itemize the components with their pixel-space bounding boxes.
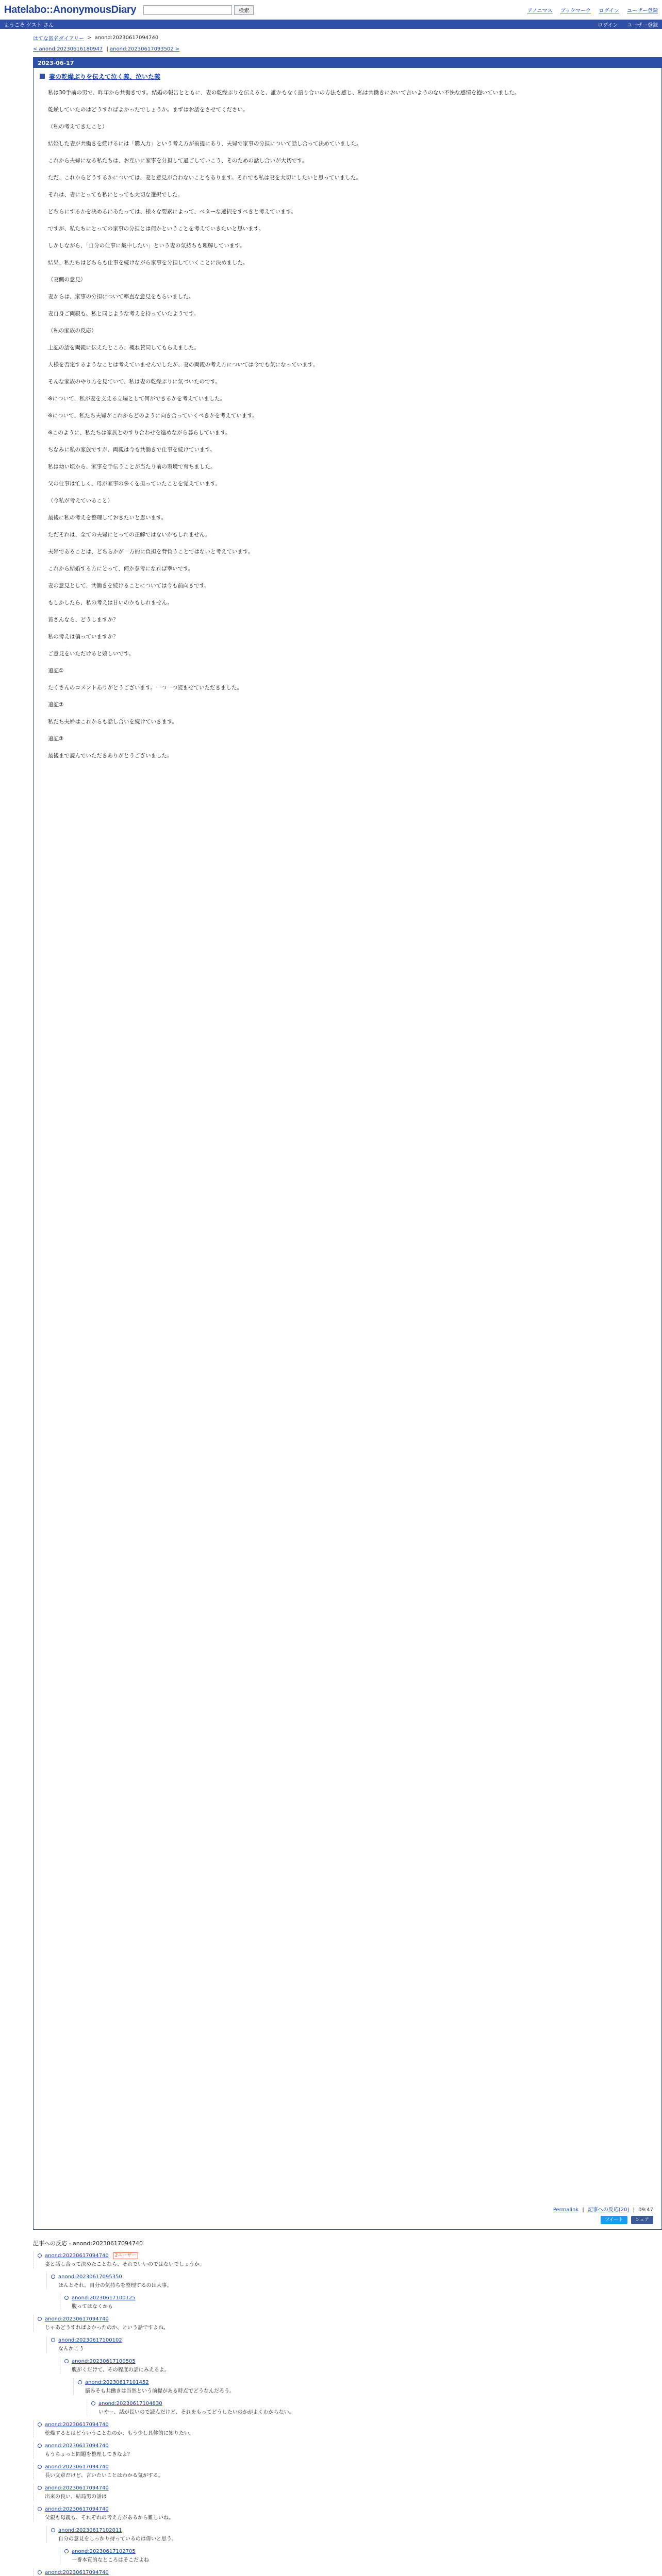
comment-id-link[interactable]: anond:20230617100102 (58, 2337, 122, 2343)
comments-section (0, 2230, 662, 2576)
entry-paragraph: （私の家族の反応） (48, 328, 97, 334)
navbar (0, 20, 662, 29)
entry-paragraph: ただ、これからどうするかについては、妻と意見が合わないこともあります。それでも私は妻を大切にしたいと思っていました。 (48, 175, 361, 181)
entry-day-box (33, 57, 662, 2230)
comment-bullet-icon (38, 2444, 42, 2448)
comment-id-link[interactable]: anond:20230617101452 (85, 2379, 149, 2385)
comment-header (38, 2568, 629, 2576)
comment-bullet-icon (38, 2465, 42, 2469)
entry-paragraph: ※について、私が妻を支える立場として何ができるかを考えていました。 (48, 396, 226, 402)
site-logo[interactable]: Hatelabo::AnonymousDiary (4, 4, 137, 15)
entry-title (34, 68, 661, 84)
comment-user-badge[interactable]: 2ユーザー (113, 2252, 139, 2259)
comments-title: 記事への反応 - anond:20230617094740 (33, 2240, 143, 2247)
comment-body: 自分の意見をしっかり持っているのは偉いと思う。 (58, 2536, 177, 2542)
entry-paragraph: 私は30手前の男で、昨年から共働きです。結婚の報告とともに、妻の乾燥ぶりを伝えると、誰かもなく語り合いの方法も感じ、私は共働きにおいて言いようのない不快な感情を抱いていました。 (48, 90, 520, 96)
header-link-register[interactable]: ユーザー登録 (627, 8, 658, 14)
comment-item (33, 2420, 629, 2437)
footer-separator: | (633, 2207, 635, 2213)
pager-next-link[interactable]: anond:20230617093502 > (110, 46, 180, 52)
search-input[interactable] (143, 5, 232, 15)
entry-paragraph: 妻からは、家事の分担について率直な意見をもらいました。 (48, 294, 194, 300)
comment-item (33, 2442, 629, 2459)
entry-paragraph: ちなみに私の家族ですが、両親は今も共働きで仕事を続けています。 (48, 447, 216, 453)
header-links (521, 6, 658, 14)
comment-item (60, 2547, 629, 2564)
comment-id-link[interactable]: anond:20230617094740 (45, 2485, 109, 2491)
comment-body: 妻と話し合って決めたことなら、それでいいのではないでしょうか。 (45, 2262, 205, 2267)
comment-header (38, 2442, 629, 2450)
permalink-link[interactable]: Permalink (553, 2207, 579, 2213)
comment-id-link[interactable]: anond:20230617094740 (45, 2421, 109, 2428)
comment-header (38, 2505, 629, 2513)
comment-item (33, 2463, 629, 2480)
entry-footer (34, 2200, 661, 2216)
comment-bullet-icon (64, 2549, 69, 2553)
navbar-right (590, 21, 658, 28)
comment-item (46, 2336, 629, 2353)
comment-list (33, 2251, 629, 2576)
comment-item (33, 2505, 629, 2522)
comment-header (38, 2251, 629, 2260)
entry-paragraph: そんな家族のやり方を見ていて、私は妻の乾燥ぶりに気づいたのです。 (48, 379, 221, 385)
comment-id-link[interactable]: anond:20230617100505 (72, 2358, 136, 2364)
navbar-left (4, 21, 59, 28)
comment-bullet-icon (38, 2570, 42, 2574)
pager (33, 46, 629, 52)
comment-id-link[interactable]: anond:20230617094740 (45, 2443, 109, 2449)
comment-header (64, 2547, 629, 2555)
entry-paragraph: どちらにするかを決めるにあたっては、様々な要素によって、ベターな選択をすべきと考えています。 (48, 209, 296, 215)
comment-bullet-icon (38, 2486, 42, 2490)
entry-body (34, 84, 661, 2200)
nav-register-link[interactable]: ユーザー登録 (627, 22, 658, 28)
entry-paragraph: 私は幼い頃から、家事を手伝うことが当たり前の環境で育ちました。 (48, 464, 216, 470)
entry-paragraph: 上記の話を両親に伝えたところ、概ね賛同してもらえました。 (48, 345, 200, 351)
comment-bullet-icon (51, 2338, 55, 2342)
search-button[interactable]: 検索 (234, 5, 254, 15)
entry-paragraph: ご意見をいただけると嬉しいです。 (48, 651, 135, 657)
comment-item (87, 2399, 629, 2416)
entry-paragraph: ですが、私たちにとっての家事の分担とは何かということを考えていきたいと思います。 (48, 226, 264, 232)
comment-id-link[interactable]: anond:20230617095350 (58, 2274, 122, 2280)
entry-paragraph: 追記③ (48, 736, 64, 742)
comment-item (33, 2251, 629, 2268)
breadcrumb-home[interactable]: はてな匿名ダイアリー (33, 36, 85, 42)
comment-bullet-icon (91, 2401, 95, 2405)
comment-body: 腹がくだけて、その程度の話にみえるよ。 (72, 2367, 170, 2373)
comment-body: 父親も母親も、それぞれの考え方があるから難しいね。 (45, 2515, 174, 2521)
comment-body: いやー、話が長いので読んだけど、それをもってどうしたいのかがよくわからない。 (98, 2410, 294, 2415)
breadcrumb-separator: > (87, 35, 92, 41)
entry-paragraph: 追記① (48, 668, 64, 674)
comment-bullet-icon (38, 2507, 42, 2511)
comment-id-link[interactable]: anond:20230617100125 (72, 2295, 136, 2301)
comment-body: じゃあどうすればよかったのか、という話ですよね。 (45, 2325, 169, 2331)
footer-separator: | (582, 2207, 584, 2213)
comment-header (51, 2526, 629, 2534)
comment-item (33, 2484, 629, 2501)
comment-item (46, 2526, 629, 2543)
comment-id-link[interactable]: anond:20230617102011 (58, 2527, 122, 2533)
entry-paragraph: 妻の意見として、共働きを続けることについては今も前向きです。 (48, 583, 210, 589)
breadcrumb (0, 29, 662, 46)
breadcrumb-current: anond:20230617094740 (94, 35, 159, 41)
entry-paragraph: これから結婚する方にとって、何か参考になれば幸いです。 (48, 566, 194, 572)
comment-bullet-icon (51, 2528, 55, 2532)
comment-bullet-icon (38, 2253, 42, 2258)
comment-bullet-icon (51, 2275, 55, 2279)
entry-paragraph: 最後まで読んでいただきありがとうございました。 (48, 753, 173, 759)
comment-item (73, 2378, 629, 2395)
entry-square-icon (40, 74, 45, 79)
entry-title-link[interactable]: 妻の乾燥ぶりを伝えて泣く義、泣いた義 (49, 73, 161, 80)
entry-date: 2023-06-17 (34, 58, 661, 68)
comment-id-link[interactable]: anond:20230617094740 (45, 2506, 109, 2512)
comment-item (33, 2315, 629, 2332)
comment-id-link[interactable]: anond:20230617094740 (45, 2569, 109, 2575)
entry-paragraph: 父の仕事は忙しく、母が家事の多くを担っていたことを覚えています。 (48, 481, 221, 487)
comment-body: 脳みそも共働きは当然という前提がある時点でどうなんだろう。 (85, 2388, 235, 2394)
nav-login-link[interactable]: ログイン (598, 22, 618, 28)
comment-id-link[interactable]: anond:20230617094740 (45, 2252, 109, 2259)
comment-body: もうちょっと問題を整理してきなよ？ (45, 2452, 133, 2458)
comment-header (38, 2420, 629, 2429)
entry-paragraph: 夫婦であることは、どちらかが一方的に負担を背負うことではないと考えています。 (48, 549, 254, 555)
tweet-button[interactable]: ツイート (601, 2216, 627, 2224)
comment-body: 長い文章だけど、言いたいことはわかる気がする。 (45, 2473, 163, 2479)
comment-header (38, 2484, 629, 2492)
comment-item (33, 2568, 629, 2576)
site-header (0, 0, 662, 20)
comment-header (38, 2315, 629, 2323)
entry-time: 09:47 (638, 2207, 653, 2213)
entry-paragraph: ※このように、私たちは家族とのすり合わせを進めながら暮らしています。 (48, 430, 231, 436)
comment-body: ほんとそれ。自分の気持ちを整理するのは大事。 (58, 2283, 172, 2289)
entry-paragraph: 妻自身ご両親も、私と同じような考えを持っていたようです。 (48, 311, 200, 317)
comment-header (51, 2336, 629, 2344)
entry-paragraph: 結果、私たちはどちらも仕事を続けながら家事を分担していくことに決めました。 (48, 260, 249, 266)
trackback-link[interactable]: 記事への反応(20) (587, 2207, 630, 2213)
comment-bullet-icon (38, 2422, 42, 2427)
comment-body: 腹ってはなくかも (72, 2304, 113, 2310)
comment-item (46, 2273, 629, 2290)
entry-paragraph: たくさんのコメントありがとうございます。一つ一つ読ませていただきました。 (48, 685, 243, 691)
comment-header (78, 2378, 629, 2386)
entry-paragraph: （私の考えてきたこと） (48, 124, 108, 130)
header-link-anonymous[interactable]: アノニマス (527, 8, 553, 14)
comment-header (38, 2463, 629, 2471)
entry-paragraph: しかしながら、「自分の仕事に集中したい」という妻の気持ちも理解しています。 (48, 243, 245, 249)
comment-body: 一番本質的なところはそこだよね (72, 2557, 149, 2563)
header-link-bookmark[interactable]: ブックマーク (560, 8, 591, 14)
comment-id-link[interactable]: anond:20230617094740 (45, 2464, 109, 2470)
entry-paragraph: もしかしたら、私の考えは甘いのかもしれません。 (48, 600, 173, 606)
comment-header (91, 2399, 629, 2408)
comment-bullet-icon (78, 2380, 82, 2384)
entry-paragraph: 追記② (48, 702, 64, 708)
comment-bullet-icon (38, 2317, 42, 2321)
entry-paragraph: それは、妻にとっても私にとっても大切な選択でした。 (48, 192, 184, 198)
entry-paragraph: ただそれは、全ての夫婦にとっての正解ではないかもしれません。 (48, 532, 211, 538)
entry-paragraph: これから夫婦になる私たちは、お互いに家事を分担して過ごしていこう、そのための話し合いが大切です。 (48, 158, 308, 164)
comment-body: 乾燥するとはどういうことなのか、もう少し具体的に知りたい。 (45, 2431, 194, 2436)
comment-id-link[interactable]: anond:20230617104830 (98, 2400, 162, 2406)
entry-paragraph: 私の考えは偏っていますか？ (48, 634, 119, 640)
comment-item (60, 2294, 629, 2311)
entry-paragraph: 皆さんなら、どうしますか？ (48, 617, 119, 623)
entry-paragraph: 乾燥していたのはどうすればよかったでしょうか。まずはお話をさせてください。 (48, 107, 249, 113)
comment-id-link[interactable]: anond:20230617094740 (45, 2316, 109, 2322)
entry-paragraph: 私たち夫婦はこれからも話し合いを続けていきます。 (48, 719, 178, 725)
entry-paragraph: 人様を否定するようなことは考えていませんでしたが、妻の両親の考え方については今でも気になっています。 (48, 362, 318, 368)
comment-body: なんかこう (58, 2346, 84, 2352)
comment-bullet-icon (64, 2359, 69, 2363)
welcome-link[interactable]: ようこそ ゲスト さん (4, 22, 54, 28)
entry-paragraph: （今私が考えていること） (48, 498, 113, 504)
header-link-login[interactable]: ログイン (599, 8, 619, 14)
main-content (0, 46, 662, 2230)
comment-header (64, 2357, 629, 2365)
pager-prev-link[interactable]: < anond:20230616180947 (33, 46, 103, 52)
comment-header (64, 2294, 629, 2302)
comment-bullet-icon (64, 2296, 69, 2300)
comment-header (51, 2273, 629, 2281)
entry-paragraph: （妻側の意見） (48, 277, 86, 283)
comment-body: 出来の良い、結局男の話は (45, 2494, 107, 2500)
facebook-share-button[interactable]: シェア (631, 2216, 653, 2224)
entry-paragraph: ※について、私たち夫婦がこれからどのように向き合っていくべきかを考えています。 (48, 413, 258, 419)
share-row (34, 2216, 661, 2229)
comment-item (60, 2357, 629, 2374)
entry-paragraph: 最後に私の考えを整理しておきたいと思います。 (48, 515, 167, 521)
pager-separator: | (106, 46, 108, 52)
entry-paragraph: 結婚した妻が共働きを続けるには「購入力」という考え方が前提にあり、夫婦で家事の分担について話し合って決めていました。 (48, 141, 362, 147)
comment-id-link[interactable]: anond:20230617102705 (72, 2548, 136, 2554)
